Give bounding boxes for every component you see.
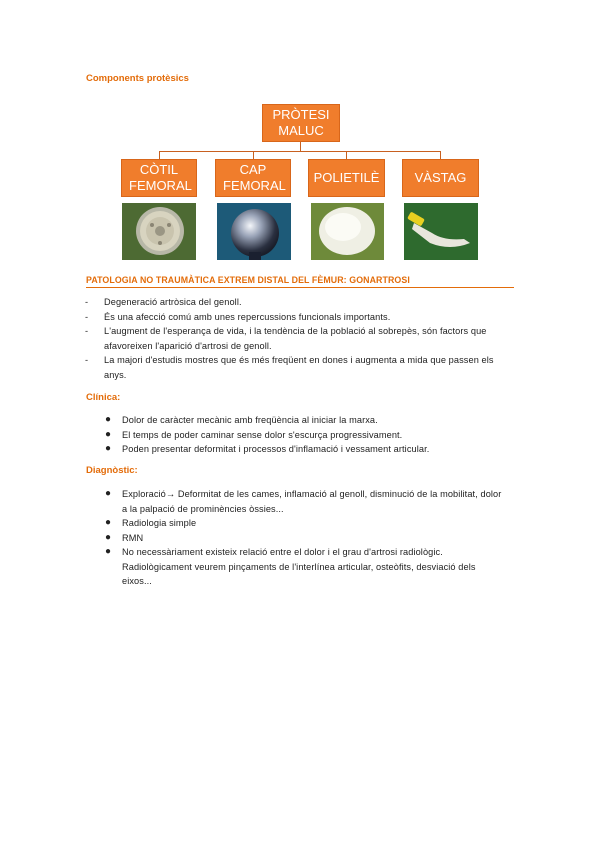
- list-item: ● RMN: [105, 531, 144, 543]
- list-item: - L'augment de l'esperança de vida, i la tendència de la població al sobrepès, són factors que afavoreixen l'aparició d'artrosi de genoll.: [85, 326, 487, 351]
- diagram-child-box: [121, 159, 197, 197]
- diagram-child-box: [402, 159, 479, 197]
- stem-photo: [404, 203, 478, 260]
- diagram-child-box: [215, 159, 291, 197]
- list-item: ● Radiologia simple: [105, 517, 197, 528]
- section-title-gonartrosi: PATOLOGIA NO TRAUMÀTICA EXTREM DISTAL DEL FÈMUR: GONARTROSI: [86, 275, 410, 285]
- polyethylene-photo: [311, 203, 384, 260]
- list-item: ● Exploració→ Deformitat de les cames, inflamació al genoll, disminució de la mobilitat, dolor a la palpació de prominències òssies...: [105, 488, 502, 514]
- section-divider: [86, 287, 514, 288]
- section-title-components: Components protèsics: [86, 73, 189, 84]
- list-item: ● El temps de poder caminar sense dolor s'escurça progressivament.: [105, 428, 403, 440]
- diagram-root-label: PRÒTESI MALUC: [272, 107, 330, 138]
- diagram-child-label: VÀSTAG: [414, 170, 467, 185]
- diagram-child-label: CÒTIL FEMORAL: [129, 162, 192, 193]
- gonartrosi-list: [85, 295, 514, 382]
- diagram-child-box: [308, 159, 385, 197]
- list-item: - Degeneració artròsica del genoll.: [85, 297, 242, 307]
- list-item: ● Dolor de caràcter mecànic amb freqüència al iniciar la marxa.: [105, 414, 378, 425]
- list-item: - La majori d'estudis mostres que és més freqüent en dones i augmenta a mida que passen els anys.: [85, 355, 494, 380]
- diagram-child-label: CAP FEMORAL: [223, 162, 286, 193]
- section-title-clinica: Clínica:: [86, 392, 121, 403]
- diagram-child-label: POLIETILÈ: [313, 170, 380, 185]
- list-item: ● No necessàriament existeix relació entre el dolor i el grau d'artrosi radiològic. Radiològicament veurem pinçaments de l'interlínea articular, osteòfits, desviació dels eixos...: [105, 546, 476, 586]
- acetabular-cup-photo: [122, 203, 196, 260]
- list-item: - És una afecció comú amb unes repercussions funcionals importants.: [85, 311, 391, 322]
- femoral-head-photo: [217, 203, 291, 260]
- section-title-diagnostic: Diagnòstic:: [86, 465, 138, 476]
- diagnostic-list: [105, 487, 502, 589]
- clinica-list: [105, 413, 514, 457]
- diagram-root-box: [262, 104, 340, 142]
- list-item: ● Poden presentar deformitat i processos d'inflamació i vessament articular.: [105, 443, 430, 454]
- connector-horizontal: [159, 151, 441, 152]
